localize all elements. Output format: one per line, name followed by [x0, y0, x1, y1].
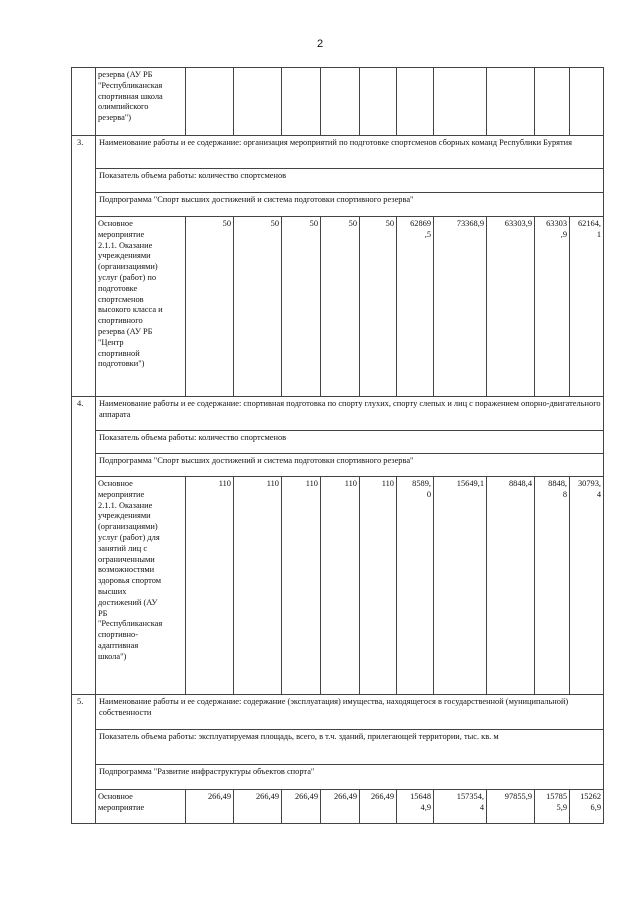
value-cell: 110	[282, 477, 321, 695]
value-cell: 8589, 0	[397, 477, 434, 695]
indicator-text: Показатель объема работы: количество спортсменов	[96, 169, 604, 193]
section-index: 3.	[72, 136, 96, 397]
value-cell	[535, 68, 570, 136]
value-cell: 50	[282, 217, 321, 397]
value-cell	[321, 68, 360, 136]
section-index: 4.	[72, 397, 96, 695]
value-cell	[570, 68, 604, 136]
value-cell: 50	[186, 217, 234, 397]
value-cell: 157354, 4	[434, 790, 487, 824]
section-header-row	[72, 695, 604, 730]
value-cell	[234, 68, 282, 136]
value-cell: 266,49	[186, 790, 234, 824]
subprogram-row	[72, 454, 604, 477]
value-cell: 73368,9	[434, 217, 487, 397]
section-header-row	[72, 397, 604, 431]
value-cell: 97855,9	[487, 790, 535, 824]
value-cell	[360, 68, 397, 136]
subprogram-row	[72, 193, 604, 217]
table-row	[72, 790, 604, 824]
value-cell: 266,49	[321, 790, 360, 824]
value-cell	[487, 68, 535, 136]
indicator-text: Показатель объема работы: эксплуатируемая площадь, всего, в т.ч. зданий, прилегающей территории, тыс. кв. м	[96, 730, 604, 765]
indicator-row	[72, 169, 604, 193]
value-cell: 266,49	[282, 790, 321, 824]
value-cell: 266,49	[360, 790, 397, 824]
value-cell	[397, 68, 434, 136]
table-row	[72, 68, 604, 136]
row-name-cell: резерва (АУ РБ "Республиканская спортивная школа олимпийского резерва")	[96, 68, 186, 136]
value-cell: 50	[360, 217, 397, 397]
value-cell: 266,49	[234, 790, 282, 824]
table-row	[72, 217, 604, 397]
value-cell: 110	[186, 477, 234, 695]
subprogram-row	[72, 765, 604, 790]
row-name-cell: Основное мероприятие	[96, 790, 186, 824]
row-index-cell	[72, 68, 96, 136]
subprogram-text: Подпрограмма "Развитие инфраструктуры объектов спорта"	[96, 765, 604, 790]
indicator-text: Показатель объема работы: количество спортсменов	[96, 431, 604, 454]
value-cell: 50	[321, 217, 360, 397]
value-cell: 30793, 4	[570, 477, 604, 695]
value-cell: 110	[321, 477, 360, 695]
value-cell: 62164, 1	[570, 217, 604, 397]
page-number: 2	[316, 38, 324, 50]
work-name: Наименование работы и ее содержание: содержание (эксплуатация) имущества, находящегося в государственной (муниципальной) собственности	[96, 695, 604, 730]
value-cell: 50	[234, 217, 282, 397]
value-cell: 63303 ,9	[535, 217, 570, 397]
work-name: Наименование работы и ее содержание: организация мероприятий по подготовке спортсменов сборных команд Республики Бурятия	[96, 136, 604, 169]
value-cell: 8848,4	[487, 477, 535, 695]
row-name-cell: Основное мероприятие 2.1.1. Оказание учреждениями (организациями) услуг (работ) по подготовке спортсменов высокого класса и спортивного резерва (АУ РБ "Центр спортивной подготовки")	[96, 217, 186, 397]
indicator-row	[72, 730, 604, 765]
indicator-row	[72, 431, 604, 454]
value-cell: 63303,9	[487, 217, 535, 397]
table-row	[72, 477, 604, 695]
subprogram-text: Подпрограмма "Спорт высших достижений и система подготовки спортивного резерва"	[96, 193, 604, 217]
section-header-row	[72, 136, 604, 169]
value-cell: 62869 ,5	[397, 217, 434, 397]
value-cell	[186, 68, 234, 136]
value-cell: 110	[234, 477, 282, 695]
value-cell: 15262 6,9	[570, 790, 604, 824]
value-cell: 15648 4,9	[397, 790, 434, 824]
budget-table	[71, 67, 604, 824]
value-cell	[434, 68, 487, 136]
value-cell	[282, 68, 321, 136]
value-cell: 15785 5,9	[535, 790, 570, 824]
row-name-cell: Основное мероприятие 2.1.1. Оказание учреждениями (организациями) услуг (работ) для занятий лиц с ограниченными возможностями здоровья спортом высших достижений (АУ РБ "Республиканская спортивно- адаптивная школа")	[96, 477, 186, 695]
value-cell: 110	[360, 477, 397, 695]
section-index: 5.	[72, 695, 96, 824]
subprogram-text: Подпрограмма "Спорт высших достижений и система подготовки спортивного резерва"	[96, 454, 604, 477]
work-name: Наименование работы и ее содержание: спортивная подготовка по спорту глухих, спорту слепых и лиц с поражением опорно-двигательного аппарата	[96, 397, 604, 431]
value-cell: 15649,1	[434, 477, 487, 695]
value-cell: 8848, 8	[535, 477, 570, 695]
